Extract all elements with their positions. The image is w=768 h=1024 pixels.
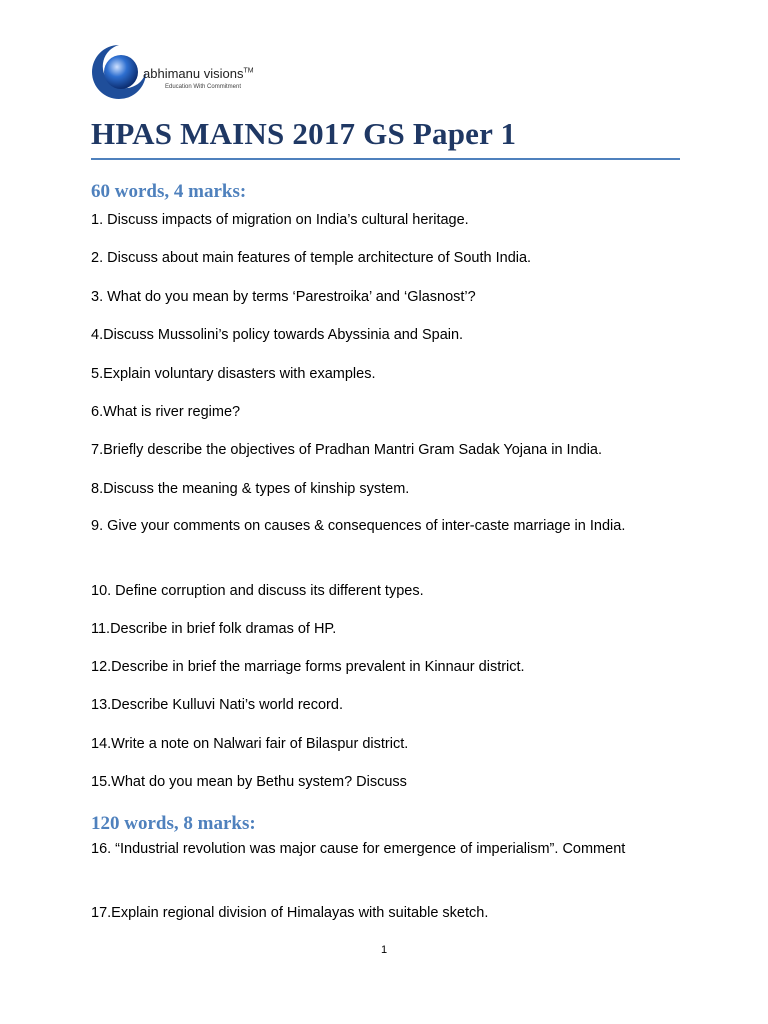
question-item: 12.Describe in brief the marriage forms prevalent in Kinnaur district. (91, 659, 525, 675)
logo-brand (143, 66, 254, 81)
question-item: 14.Write a note on Nalwari fair of Bilaspur district. (91, 736, 409, 752)
page-title: HPAS MAINS 2017 GS Paper 1 (91, 116, 517, 151)
logo-globe-icon (89, 42, 149, 102)
question-item: 1. Discuss impacts of migration on India’s cultural heritage. (91, 212, 469, 228)
logo-trademark: TM (243, 67, 254, 75)
question-item: 8.Discuss the meaning & types of kinship system. (91, 481, 410, 497)
title-divider (91, 158, 680, 160)
question-item: 17.Explain regional division of Himalayas with suitable sketch. (91, 905, 489, 921)
section-heading-120-words: 120 words, 8 marks: (91, 813, 256, 834)
question-item: 5.Explain voluntary disasters with examples. (91, 366, 376, 382)
question-item: 3. What do you mean by terms ‘Parestroika’ and ‘Glasnost’? (91, 289, 476, 305)
logo-brand-text: abhimanu visions (143, 66, 244, 81)
question-item: 9. Give your comments on causes & consequences of inter-caste marriage in India. (91, 518, 626, 534)
question-item: 16. “Industrial revolution was major cause for emergence of imperialism”. Comment (91, 841, 626, 857)
question-item: 7.Briefly describe the objectives of Pradhan Mantri Gram Sadak Yojana in India. (91, 442, 603, 458)
page-number: 1 (380, 944, 388, 956)
question-item: 2. Discuss about main features of temple architecture of South India. (91, 250, 532, 266)
question-item: 6.What is river regime? (91, 404, 241, 420)
logo-sphere (104, 55, 138, 89)
logo-tagline: Education With Commitment (165, 84, 242, 90)
section-heading-60-words: 60 words, 4 marks: (91, 181, 247, 202)
question-item: 4.Discuss Mussolini’s policy towards Abyssinia and Spain. (91, 327, 464, 343)
question-item: 10. Define corruption and discuss its different types. (91, 583, 424, 599)
logo (89, 42, 289, 102)
question-item: 11.Describe in brief folk dramas of HP. (91, 621, 337, 637)
question-item: 15.What do you mean by Bethu system? Discuss (91, 774, 407, 790)
question-item: 13.Describe Kulluvi Nati’s world record. (91, 697, 343, 713)
